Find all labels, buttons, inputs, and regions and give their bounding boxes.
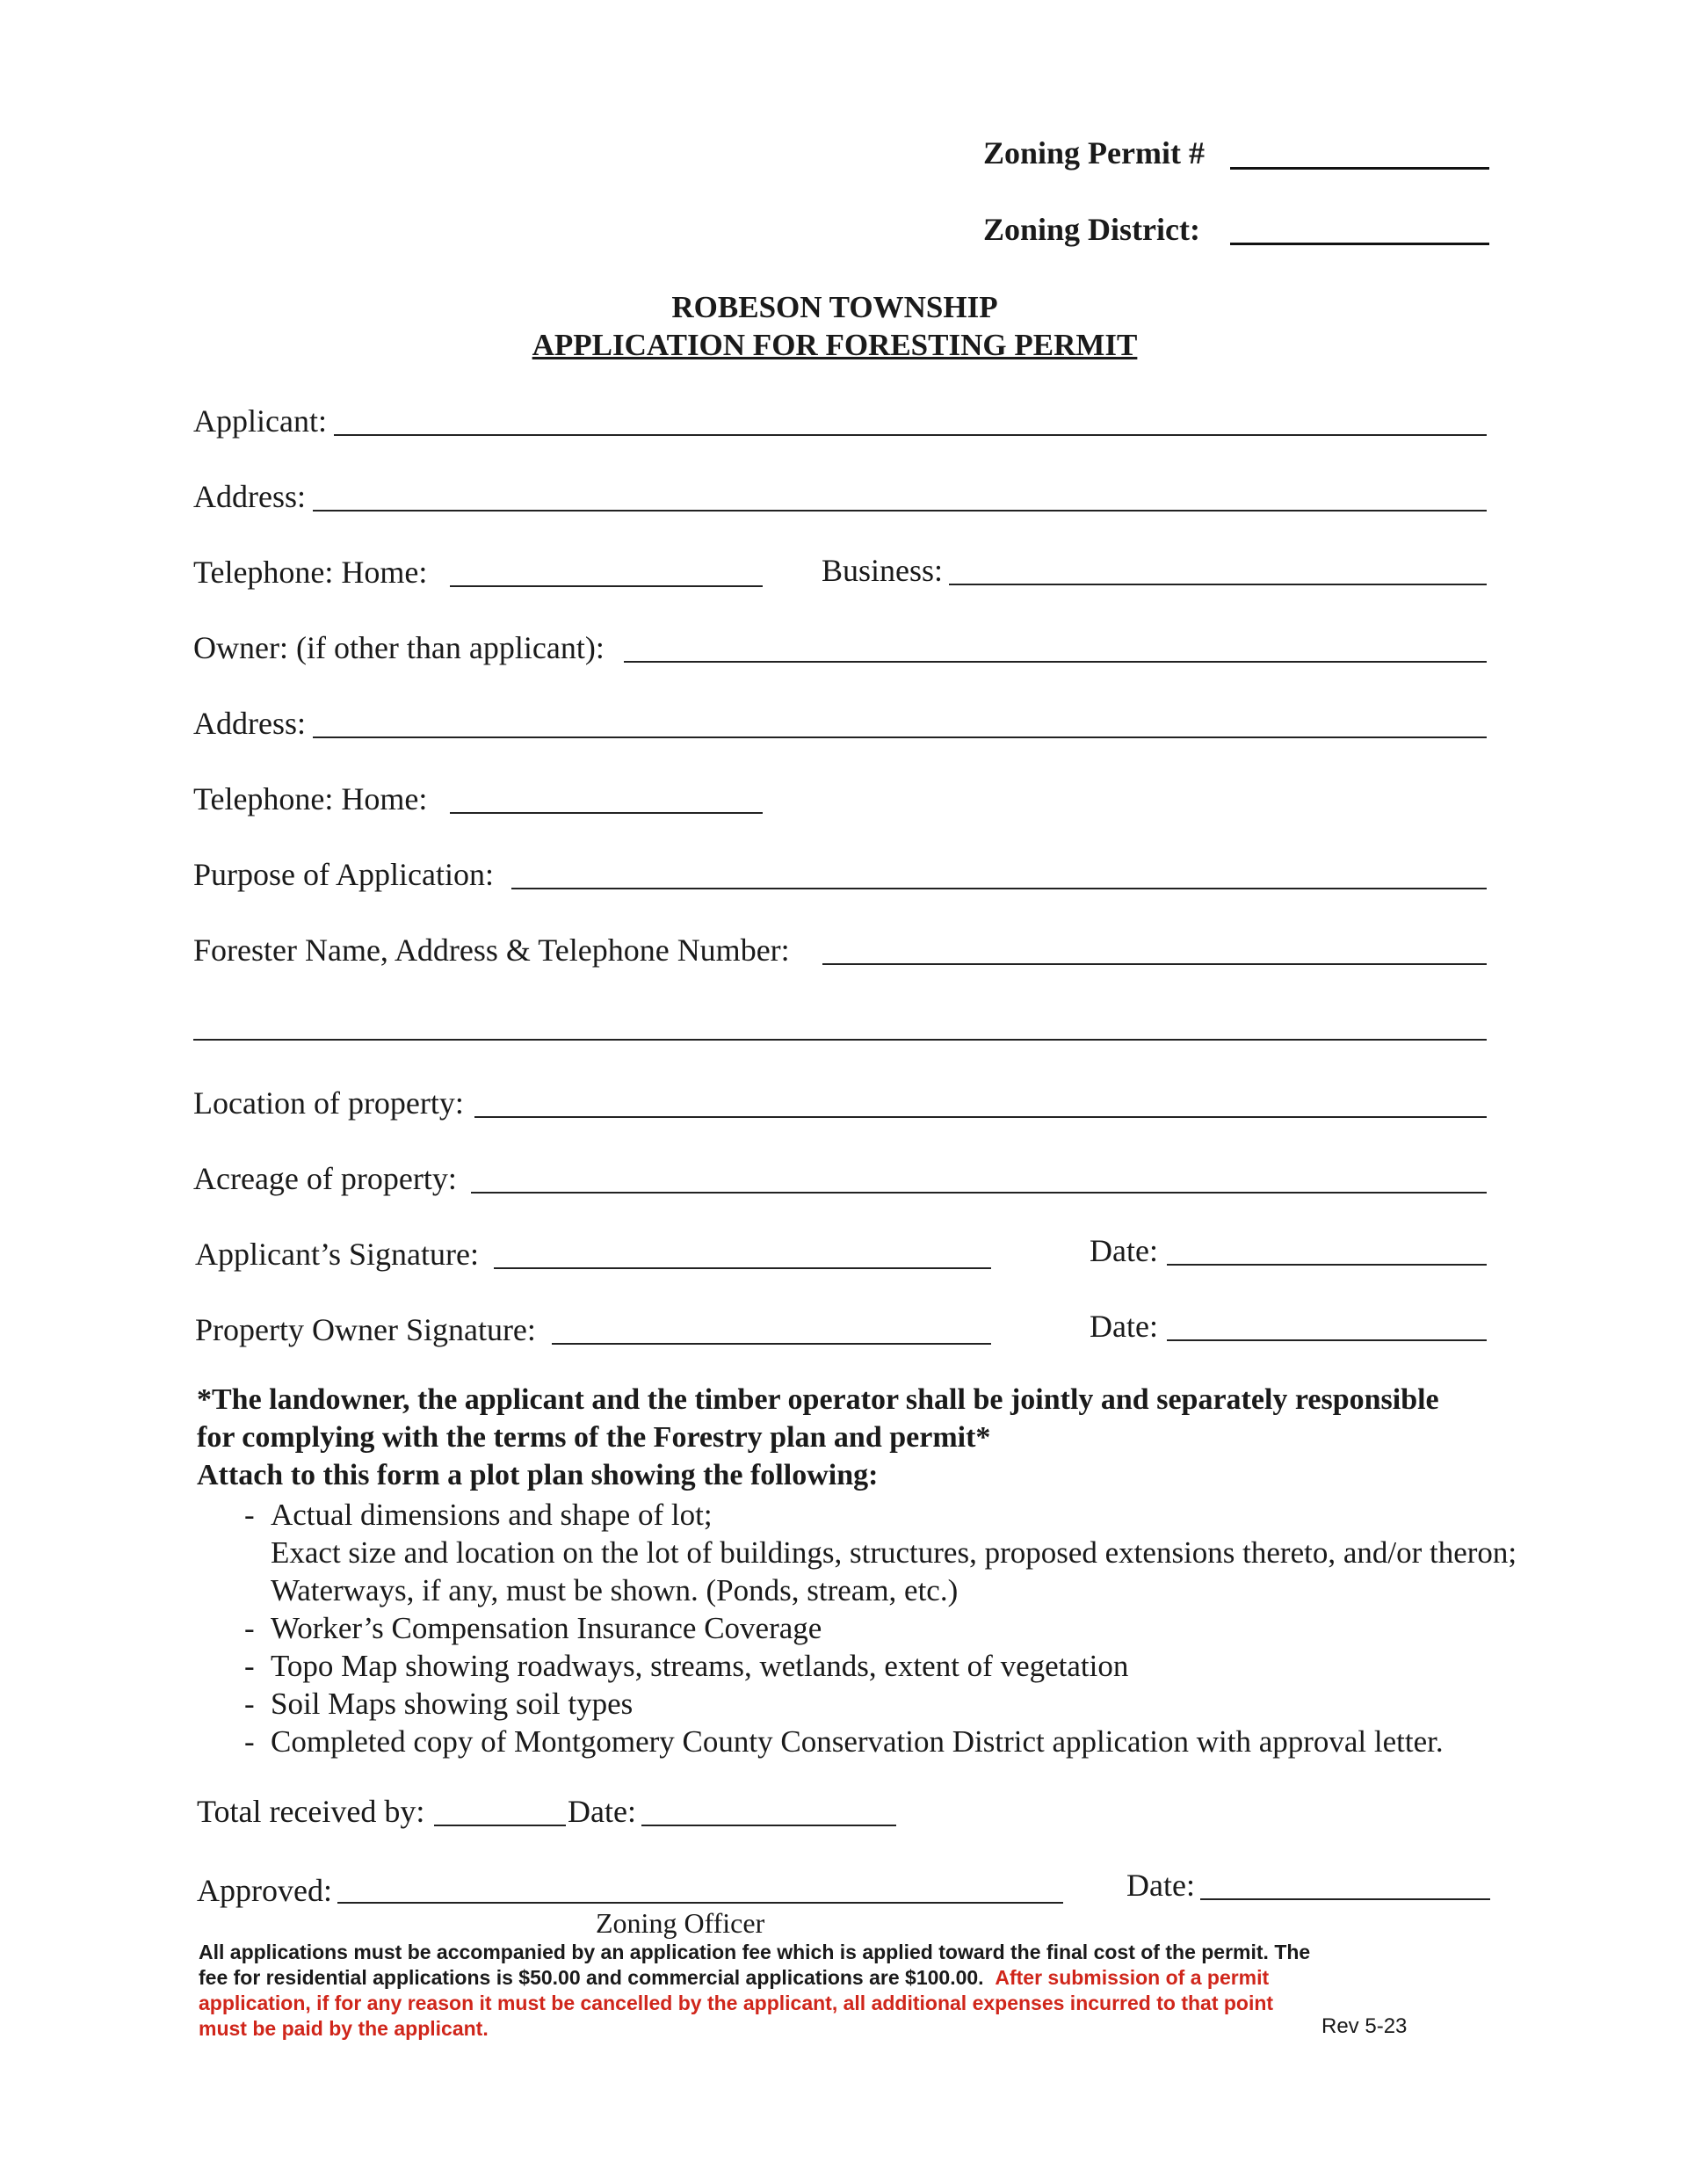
- purpose-label: Purpose of Application:: [193, 857, 494, 892]
- address-label: Address:: [193, 479, 306, 514]
- responsibility-notice-line2: for complying with the terms of the Forestry plan and permit*: [197, 1421, 991, 1454]
- owner-signature-field[interactable]: [552, 1343, 991, 1345]
- zoning-permit-field[interactable]: [1230, 167, 1489, 170]
- approved-label: Approved:: [197, 1873, 332, 1908]
- requirement-conservation-application: Completed copy of Montgomery County Conservation District application with approval letter.: [271, 1724, 1444, 1759]
- bullet-dash: -: [244, 1724, 255, 1759]
- forester-field-continued[interactable]: [193, 1039, 1487, 1041]
- township-title: ROBESON TOWNSHIP: [671, 290, 998, 324]
- requirement-topo-map: Topo Map showing roadways, streams, wetlands, extent of vegetation: [271, 1649, 1129, 1683]
- telephone-home-label: Telephone: Home:: [193, 555, 428, 590]
- cancellation-notice-line4: must be paid by the applicant.: [199, 2017, 489, 2040]
- owner-field[interactable]: [624, 661, 1487, 663]
- applicant-signature-label: Applicant’s Signature:: [195, 1237, 479, 1272]
- acreage-label: Acreage of property:: [193, 1161, 457, 1196]
- address-field[interactable]: [313, 510, 1487, 512]
- approved-date-label: Date:: [1126, 1868, 1195, 1903]
- list-item: [244, 1609, 822, 1648]
- bullet-dash: -: [244, 1649, 255, 1683]
- list-item: [244, 1723, 1444, 1761]
- received-date-field[interactable]: [641, 1825, 896, 1826]
- list-item: [244, 1647, 1128, 1686]
- applicant-date-field[interactable]: [1167, 1264, 1487, 1266]
- purpose-field[interactable]: [511, 888, 1487, 889]
- zoning-permit-label: Zoning Permit #: [983, 135, 1205, 171]
- requirement-buildings: Exact size and location on the lot of buildings, structures, proposed extensions thereto, and/or theron;: [271, 1535, 1517, 1570]
- applicant-date-label: Date:: [1090, 1233, 1158, 1268]
- list-item: [271, 1571, 958, 1610]
- telephone-home-field[interactable]: [450, 585, 763, 587]
- total-received-field[interactable]: [434, 1825, 566, 1826]
- applicant-field[interactable]: [334, 434, 1487, 436]
- list-item: [271, 1534, 1517, 1572]
- forester-field[interactable]: [822, 963, 1487, 965]
- owner-date-label: Date:: [1090, 1309, 1158, 1344]
- cancellation-notice-line3: application, if for any reason it must be cancelled by the applicant, all additional expenses incurred to that point: [199, 1992, 1274, 2014]
- bullet-dash: -: [244, 1611, 255, 1645]
- owner-telephone-field[interactable]: [450, 812, 763, 814]
- applicant-label: Applicant:: [193, 403, 327, 439]
- owner-telephone-label: Telephone: Home:: [193, 781, 428, 816]
- requirement-waterways: Waterways, if any, must be shown. (Ponds, stream, etc.): [271, 1573, 959, 1607]
- list-item: [244, 1496, 713, 1535]
- requirement-dimensions: Actual dimensions and shape of lot;: [271, 1498, 713, 1532]
- business-label: Business:: [822, 553, 944, 588]
- list-item: [244, 1685, 633, 1723]
- bullet-dash: -: [244, 1687, 255, 1721]
- owner-address-label: Address:: [193, 706, 306, 741]
- zoning-district-field[interactable]: [1230, 243, 1489, 245]
- acreage-field[interactable]: [471, 1192, 1487, 1194]
- form-title: APPLICATION FOR FORESTING PERMIT: [532, 328, 1138, 362]
- requirement-soil-maps: Soil Maps showing soil types: [271, 1687, 634, 1721]
- zoning-district-label: Zoning District:: [983, 212, 1200, 247]
- owner-date-field[interactable]: [1167, 1339, 1487, 1341]
- fee-amounts: fee for residential applications is $50.00 and commercial applications are $100.00.: [199, 1966, 984, 1989]
- zoning-officer-caption: Zoning Officer: [596, 1907, 765, 1939]
- attach-heading: Attach to this form a plot plan showing the following:: [197, 1459, 879, 1491]
- fee-notice-line2: [199, 1965, 1269, 1991]
- forester-label: Forester Name, Address & Telephone Number:: [193, 932, 790, 968]
- approved-field[interactable]: [337, 1902, 1063, 1904]
- requirement-insurance: Worker’s Compensation Insurance Coverage: [271, 1611, 822, 1645]
- owner-address-field[interactable]: [313, 736, 1487, 738]
- business-field[interactable]: [949, 584, 1487, 585]
- location-label: Location of property:: [193, 1085, 464, 1121]
- received-date-label: Date:: [568, 1794, 636, 1829]
- approved-date-field[interactable]: [1200, 1898, 1490, 1900]
- total-received-label: Total received by:: [197, 1794, 425, 1829]
- location-field[interactable]: [474, 1116, 1487, 1118]
- bullet-dash: -: [244, 1498, 255, 1532]
- cancellation-notice-start: After submission of a permit: [995, 1966, 1270, 1989]
- responsibility-notice-line1: *The landowner, the applicant and the timber operator shall be jointly and separately responsible: [197, 1383, 1439, 1416]
- applicant-signature-field[interactable]: [494, 1267, 991, 1269]
- owner-signature-label: Property Owner Signature:: [195, 1312, 536, 1347]
- fee-notice-line1: All applications must be accompanied by an application fee which is applied toward the final cost of the permit. The: [199, 1941, 1311, 1963]
- owner-label: Owner: (if other than applicant):: [193, 630, 605, 665]
- revision-label: Rev 5-23: [1321, 2014, 1408, 2038]
